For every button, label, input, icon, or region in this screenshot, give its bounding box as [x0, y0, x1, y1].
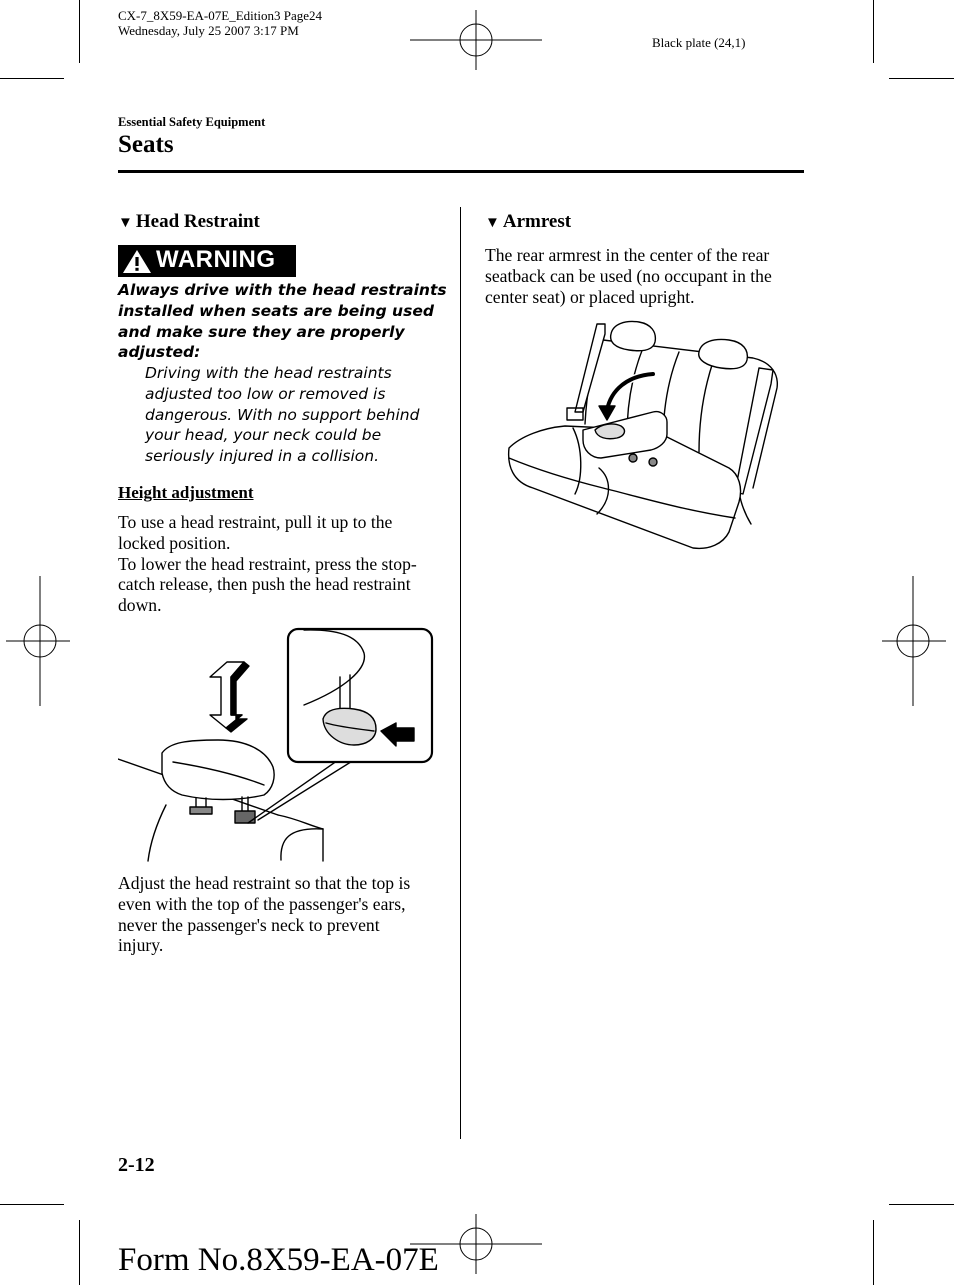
- text-line: seriously injured in a collision.: [145, 447, 380, 466]
- height-adjustment-paragraph: [118, 512, 417, 616]
- print-slug-line2: Wednesday, July 25 2007 3:17 PM: [118, 23, 299, 38]
- head-restraint-heading-text: Head Restraint: [135, 211, 260, 232]
- crop-mark: [0, 1204, 64, 1205]
- warning-detail-text: [145, 363, 419, 467]
- print-slug: [118, 8, 322, 38]
- section-label: Essential Safety Equipment: [118, 115, 266, 129]
- text-line: your head, your neck could be: [145, 426, 382, 445]
- crop-mark: [79, 0, 80, 63]
- head-restraint-heading: [118, 211, 260, 233]
- text-line: catch release, then push the head restraint: [118, 574, 411, 595]
- registration-mark-left: [6, 576, 70, 706]
- crop-mark: [889, 1204, 954, 1205]
- warning-triangle-icon: [121, 248, 153, 274]
- text-line: adjusted:: [118, 343, 201, 362]
- warning-label: WARNING: [156, 246, 276, 273]
- text-line: seatback can be used (no occupant in the: [485, 265, 772, 286]
- text-line: Driving with the head restraints: [145, 364, 392, 382]
- head-restraint-illustration: [118, 625, 436, 863]
- crop-mark: [889, 78, 954, 79]
- text-line: never the passenger's neck to prevent: [118, 914, 380, 935]
- crop-mark: [873, 1220, 874, 1285]
- text-line: Adjust the head restraint so that the top is: [118, 873, 411, 893]
- form-number: Form No.8X59-EA-07E: [118, 1242, 439, 1278]
- adjust-guidance-paragraph: [118, 873, 410, 956]
- triangle-down-icon: ▼: [485, 215, 500, 231]
- text-line: down.: [118, 595, 162, 616]
- page-number: 2-12: [118, 1154, 155, 1176]
- text-line: locked position.: [118, 532, 231, 553]
- plate-label: Black plate (24,1): [652, 35, 746, 50]
- text-line: even with the top of the passenger's ears,: [118, 893, 406, 914]
- text-line: The rear armrest in the center of the rear: [485, 245, 770, 265]
- column-divider: [460, 207, 461, 1139]
- registration-mark-right: [882, 576, 946, 706]
- crop-mark: [873, 0, 874, 63]
- warning-badge: [118, 245, 296, 277]
- text-line: and make sure they are properly: [118, 322, 405, 341]
- text-line: center seat) or placed upright.: [485, 286, 695, 307]
- up-down-arrow-icon: [210, 662, 249, 732]
- title-rule: [118, 170, 804, 173]
- text-line: Always drive with the head restraints: [118, 281, 447, 299]
- text-line: To lower the head restraint, press the stop-: [118, 553, 417, 574]
- warning-bold-text: [118, 280, 447, 363]
- text-line: To use a head restraint, pull it up to the: [118, 512, 393, 532]
- text-line: injury.: [118, 935, 164, 956]
- height-adjustment-subheading: Height adjustment: [118, 483, 254, 502]
- crop-mark: [0, 78, 64, 79]
- text-line: dangerous. With no support behind: [145, 405, 420, 424]
- text-line: installed when seats are being used: [118, 301, 434, 320]
- rear-armrest-illustration: [503, 318, 785, 554]
- text-line: adjusted too low or removed is: [145, 384, 386, 403]
- armrest-heading-text: Armrest: [502, 211, 572, 232]
- armrest-heading: [485, 211, 571, 233]
- triangle-down-icon: ▼: [118, 215, 133, 231]
- crop-mark: [79, 1220, 80, 1285]
- page-title: Seats: [118, 131, 174, 158]
- registration-mark-top: [410, 6, 542, 70]
- armrest-paragraph: [485, 245, 772, 307]
- print-slug-line1: CX-7_8X59-EA-07E_Edition3 Page24: [118, 8, 323, 23]
